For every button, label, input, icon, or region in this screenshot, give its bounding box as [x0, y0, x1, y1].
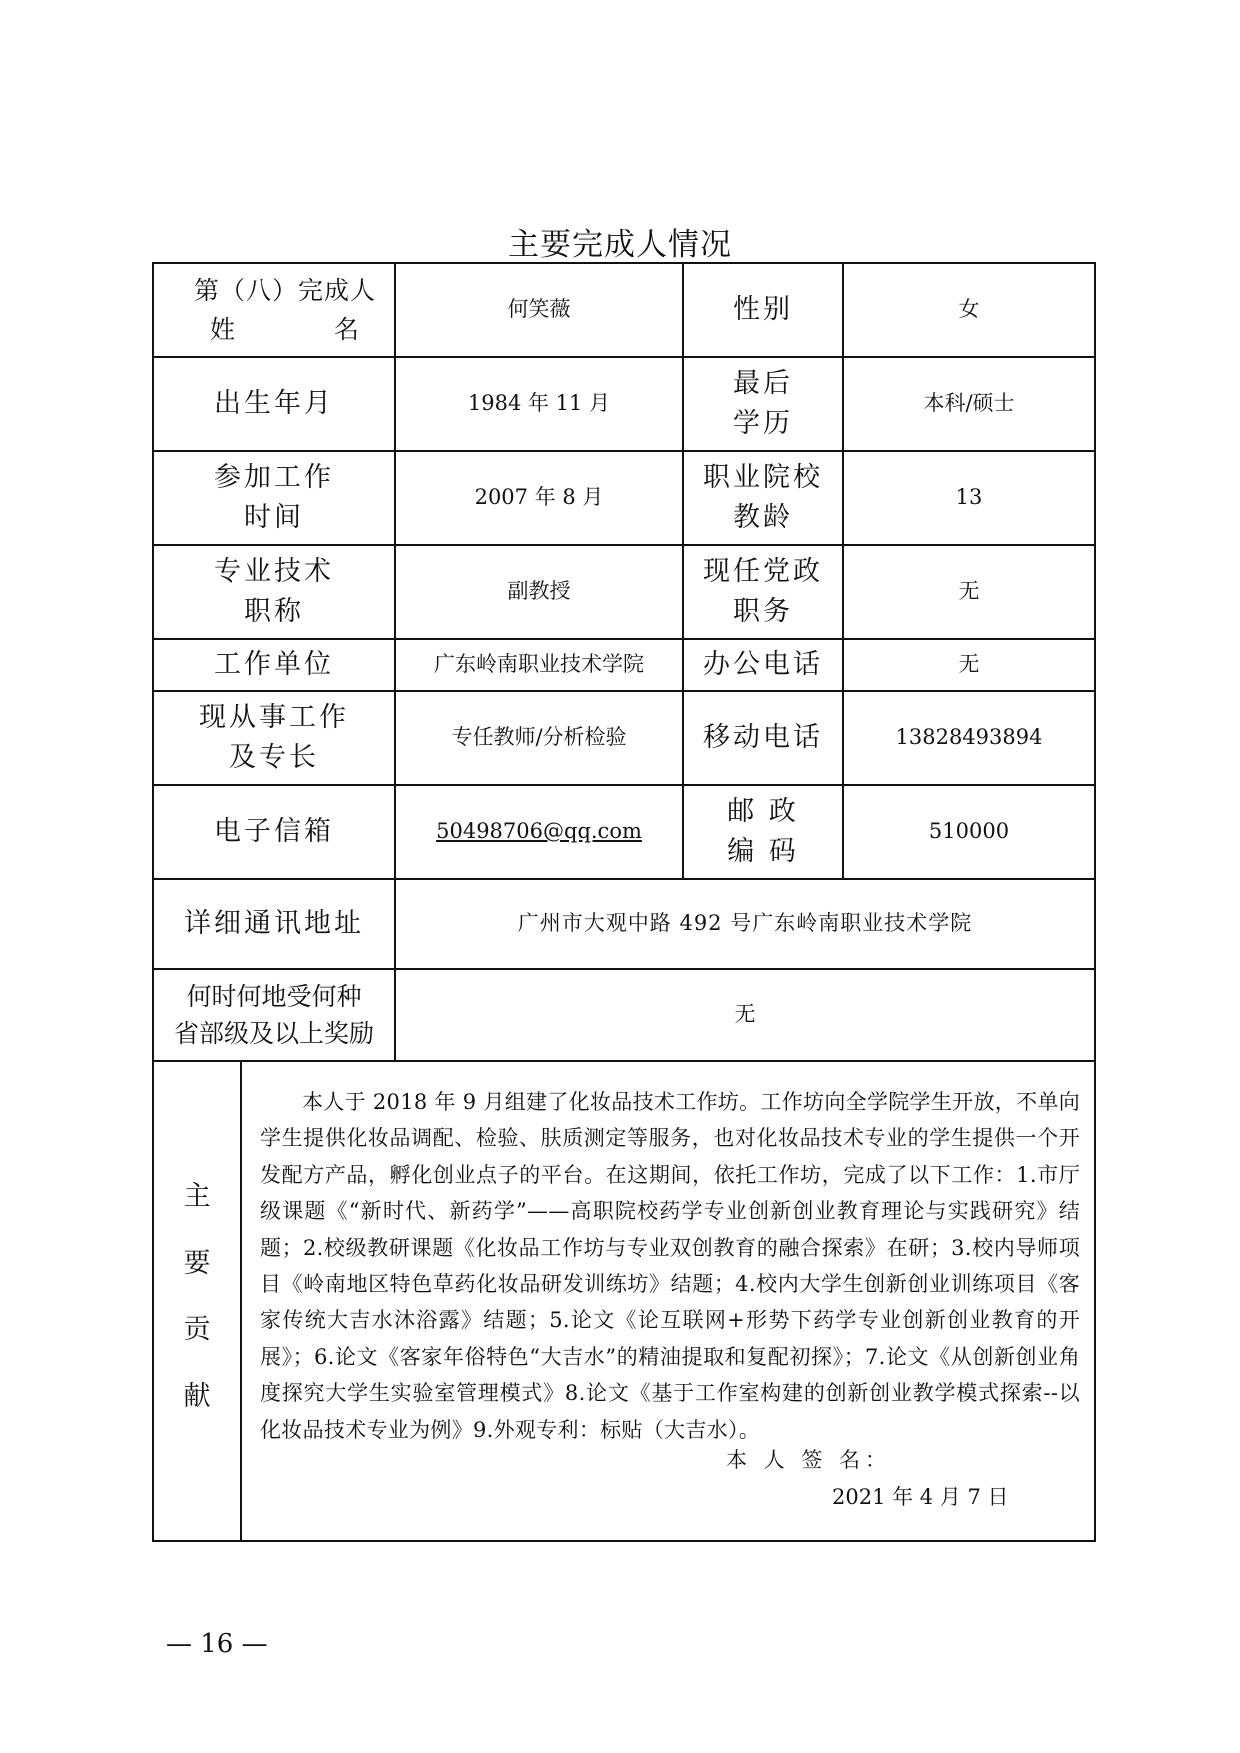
birth-label: 出生年月 — [153, 357, 395, 451]
awards-value: 无 — [395, 969, 1095, 1061]
party-post-value: 无 — [843, 545, 1095, 639]
completer-info-table — [152, 262, 1096, 1542]
contribution-side-char: 献 — [183, 1380, 211, 1412]
office-phone-label: 办公电话 — [683, 639, 843, 691]
work-start-value: 2007 年 8 月 — [395, 451, 683, 545]
contribution-side-char: 要 — [183, 1247, 211, 1279]
current-work-label-line2: 及专长 — [229, 742, 319, 773]
work-start-label — [153, 451, 395, 545]
awards-label-line2: 省部级及以上奖励 — [173, 1019, 374, 1048]
teaching-years-label — [683, 451, 843, 545]
gender-value: 女 — [843, 263, 1095, 357]
name-label-xing: 姓 — [210, 315, 237, 344]
party-post-label-line2: 职务 — [733, 596, 793, 627]
postcode-value: 510000 — [843, 785, 1095, 879]
mobile-value: 13828493894 — [843, 691, 1095, 785]
party-post-label — [683, 545, 843, 639]
prof-title-value: 副教授 — [395, 545, 683, 639]
contribution-side-char: 主 — [183, 1181, 211, 1212]
education-label-line2: 学历 — [733, 408, 793, 439]
name-label-ming: 名 — [333, 315, 360, 344]
teaching-years-label-line2: 教龄 — [733, 502, 793, 533]
address-label: 详细通讯地址 — [153, 879, 395, 969]
postcode-label-line2: 编 码 — [727, 836, 799, 867]
gender-label: 性别 — [683, 263, 843, 357]
name-value: 何笑薇 — [395, 263, 683, 357]
signature-date: 2021 年 4 月 7 日 — [832, 1485, 1009, 1509]
awards-label-line1: 何时何地受何种 — [186, 981, 362, 1011]
office-phone-value: 无 — [843, 639, 1095, 691]
awards-label — [153, 969, 395, 1061]
education-value: 本科/硕士 — [843, 357, 1095, 451]
email-link[interactable]: 50498706@qq.com — [436, 819, 642, 844]
name-label-cell — [153, 263, 395, 357]
current-work-value: 专任教师/分析检验 — [395, 691, 683, 785]
unit-value: 广东岭南职业技术学院 — [395, 639, 683, 691]
contribution-side-label — [153, 1061, 241, 1541]
signature-label: 本 人 签 名： — [726, 1448, 892, 1472]
party-post-label-line1: 现任党政 — [703, 555, 823, 587]
postcode-label — [683, 785, 843, 879]
contribution-side-char: 贡 — [183, 1314, 211, 1345]
prof-title-label-line1: 专业技术 — [214, 555, 334, 587]
work-start-label-line2: 时间 — [244, 502, 304, 533]
unit-label: 工作单位 — [153, 639, 395, 691]
page-title: 主要完成人情况 — [508, 227, 732, 263]
contribution-cell — [241, 1061, 1095, 1541]
prof-title-label — [153, 545, 395, 639]
email-label: 电子信箱 — [153, 785, 395, 879]
page-number: — 16 — — [166, 1629, 268, 1659]
education-label-line1: 最后 — [733, 367, 793, 399]
current-work-label — [153, 691, 395, 785]
name-label-line1: 第（八）完成人 — [193, 275, 376, 305]
current-work-label-line1: 现从事工作 — [199, 701, 349, 733]
birth-value: 1984 年 11 月 — [395, 357, 683, 451]
mobile-label: 移动电话 — [683, 691, 843, 785]
postcode-label-line1: 邮 政 — [727, 795, 799, 827]
prof-title-label-line2: 职称 — [244, 596, 304, 627]
email-cell — [395, 785, 683, 879]
teaching-years-value: 13 — [843, 451, 1095, 545]
education-label — [683, 357, 843, 451]
teaching-years-label-line1: 职业院校 — [703, 461, 823, 493]
contribution-text: 本人于 2018 年 9 月组建了化妆品技术工作坊。工作坊向全学院学生开放，不单向学生提供化妆品调配、检验、肤质测定等服务，也对化妆品技术专业的学生提供一个开发配方产品，孵化创业点子的平台。在这期间，依托工作坊，完成了以下工作：1.市厅级课题《“新时代、新药学”——高职院校药学专业创新创业教育理论与实践研究》结题；2.校级教研课题《化妆品工作坊与专业双创教育的融合探索》在研；3.校内导师项目《岭南地区特色草药化妆品研发训练坊》结题；4.校内大学生创新创业训练项目《客家传统大吉水沐浴露》结题；5.论文《论互联网+形势下药学专业创新创业教育的开展》；6.论文《客家年俗特色“大吉水”的精油提取和复配初探》；7.论文《从创新创业角度探究大学生实验室管理模式》8.论文《基于工作室构建的创新创业教学模式探索--以化妆品技术专业为例》9.外观专利：标贴（大吉水）。 — [260, 1090, 1080, 1442]
work-start-label-line1: 参加工作 — [214, 461, 334, 493]
address-value: 广州市大观中路 492 号广东岭南职业技术学院 — [395, 879, 1095, 969]
